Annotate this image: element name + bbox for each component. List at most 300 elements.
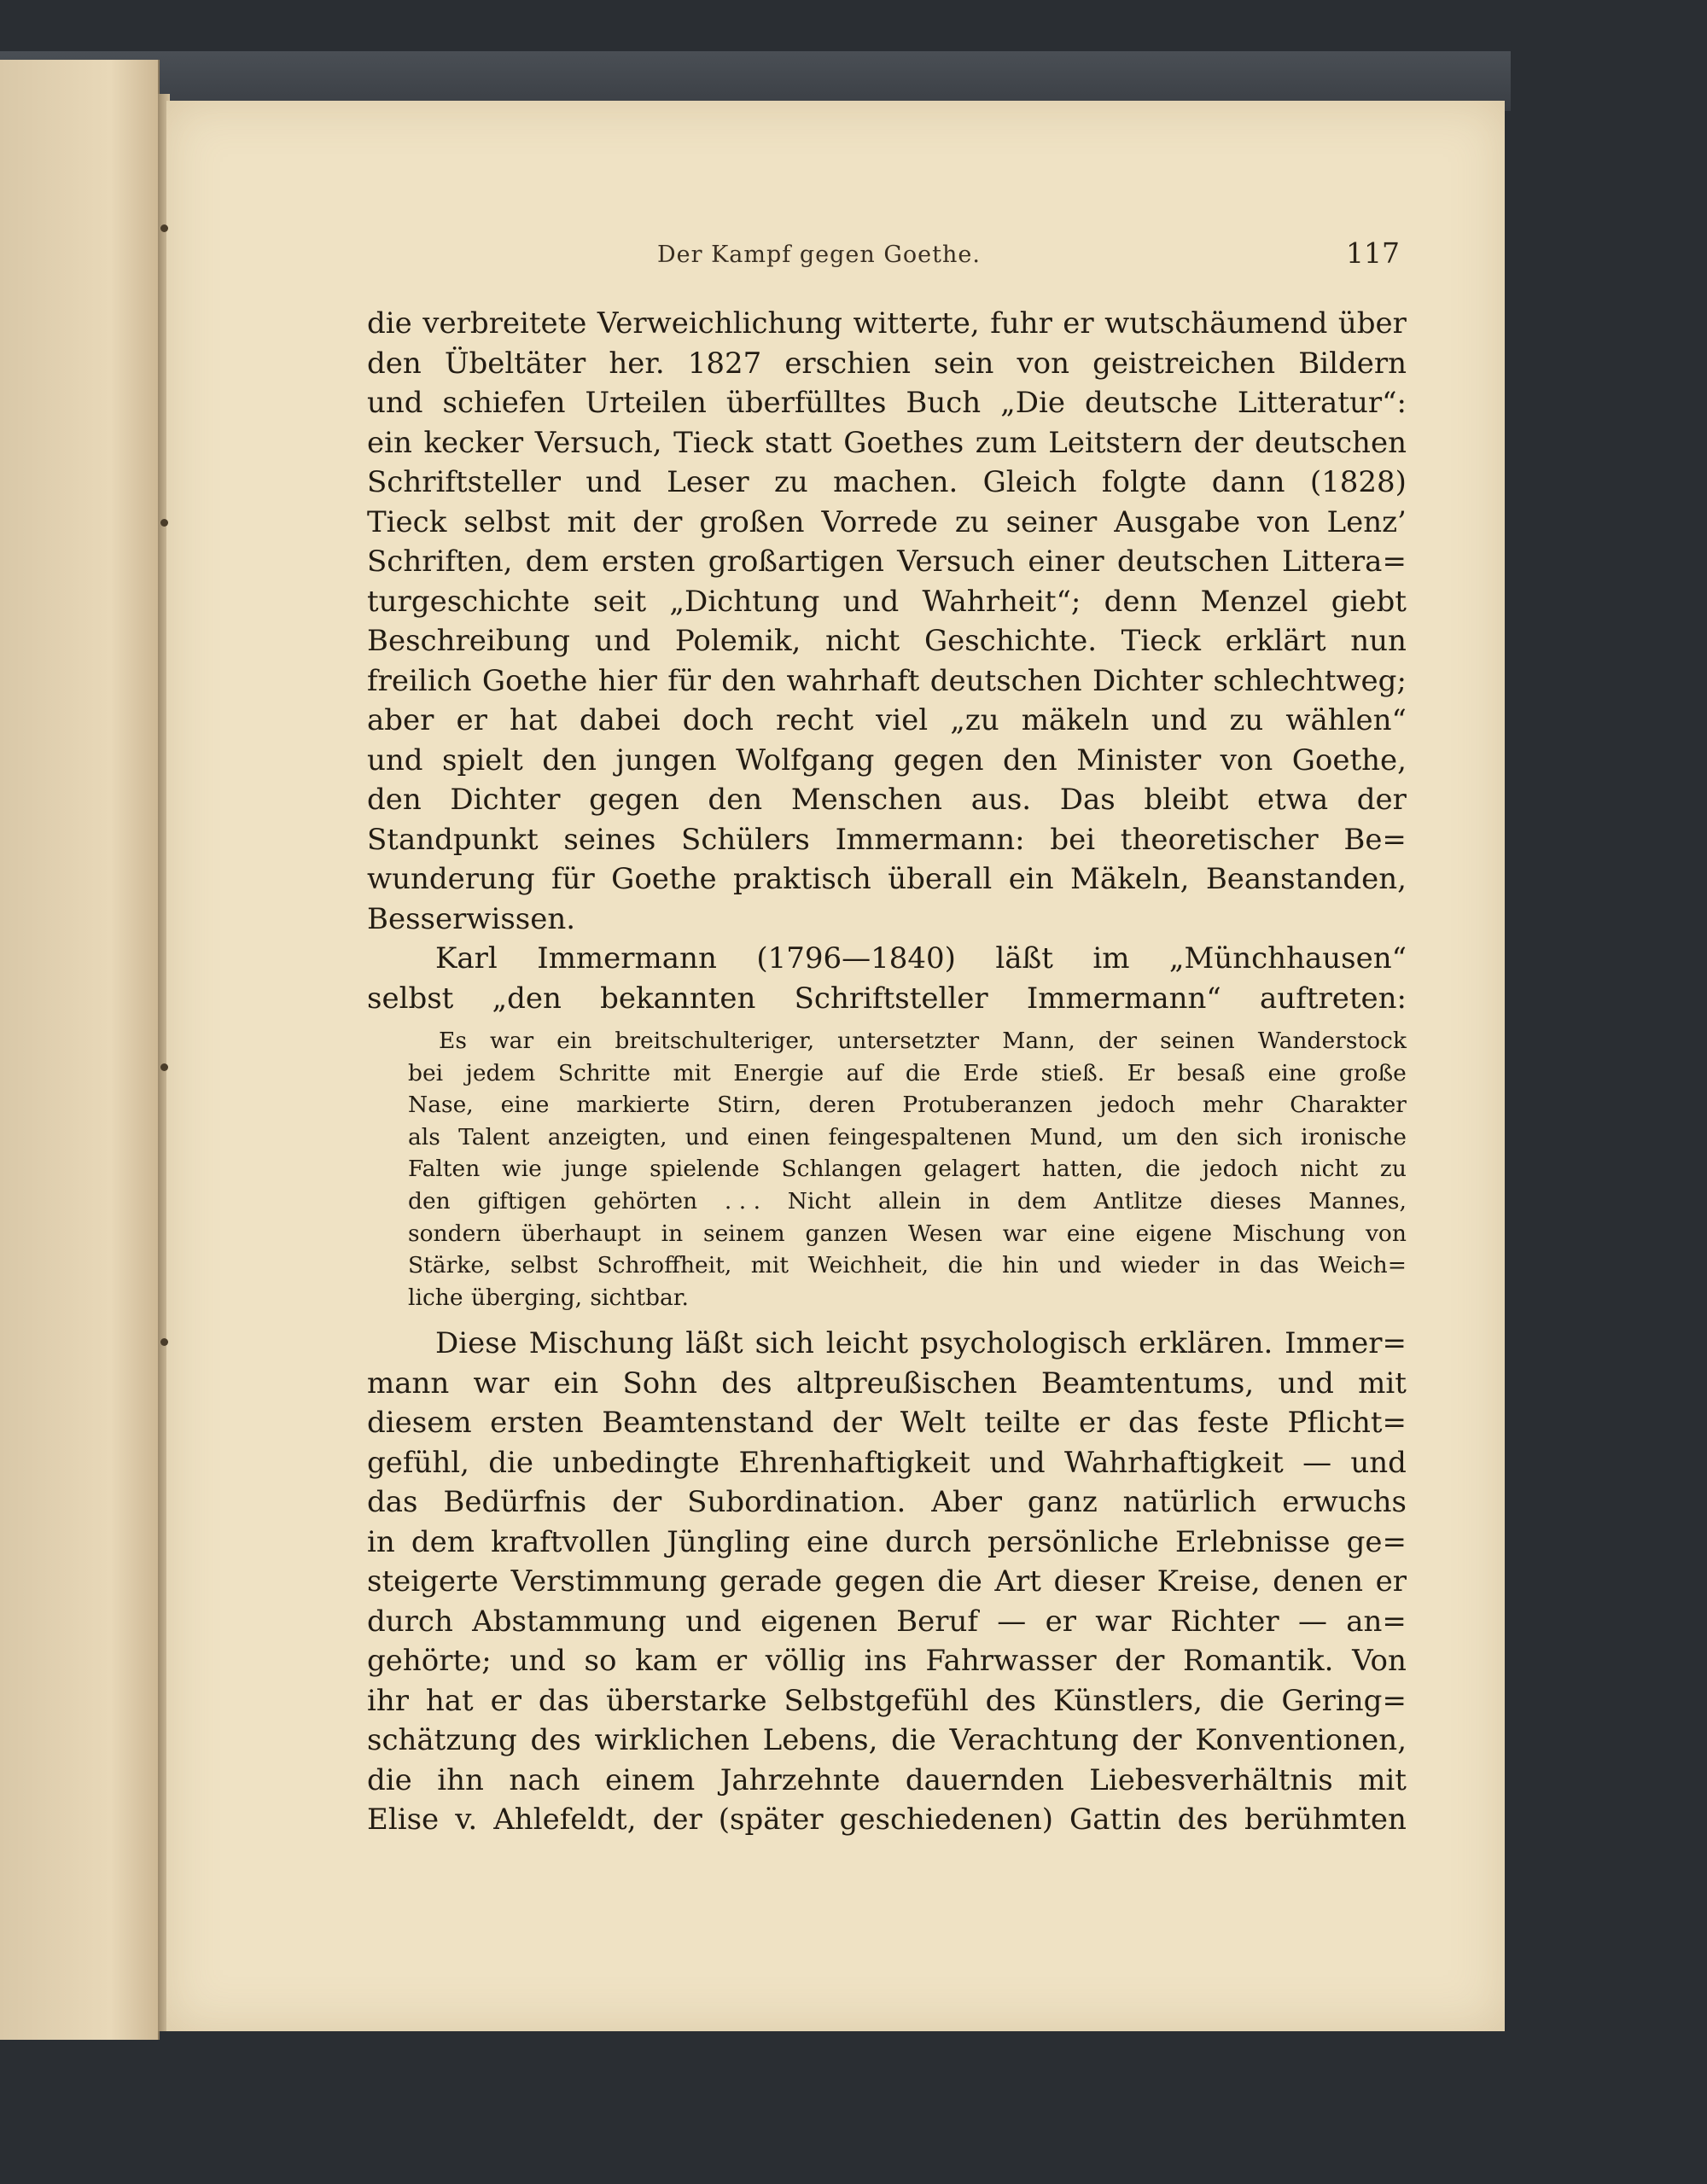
text-line	[367, 423, 1407, 463]
word: sondern	[408, 1220, 502, 1247]
word: denn	[1104, 584, 1178, 619]
word: die	[1219, 1683, 1265, 1718]
word: persönliche	[987, 1524, 1159, 1559]
quote-line	[408, 1057, 1407, 1090]
word: von	[1365, 1220, 1407, 1247]
word: giebt	[1331, 584, 1407, 619]
word: wahrhaft	[786, 663, 920, 698]
word: Verachtung	[949, 1723, 1119, 1758]
word: das	[1127, 1406, 1180, 1441]
text-line	[367, 621, 1407, 661]
word: Mäkeln,	[1070, 862, 1190, 896]
word: Stärke,	[408, 1252, 492, 1279]
word: Menschen	[790, 783, 943, 817]
word: Schlangen	[781, 1156, 902, 1183]
word: der	[832, 1406, 883, 1441]
word: Urteilen	[585, 386, 707, 420]
word: läßt	[995, 941, 1053, 976]
word: besaß	[1177, 1059, 1245, 1086]
word: Von	[1352, 1644, 1407, 1679]
word: stieß.	[1040, 1059, 1105, 1086]
word: er	[1063, 306, 1094, 341]
word: aber	[367, 703, 434, 737]
word: recht	[776, 703, 854, 737]
word: dieses	[1209, 1187, 1282, 1214]
word: Jüngling	[667, 1524, 790, 1559]
text-line	[367, 1761, 1407, 1801]
word: Goethe	[611, 862, 717, 896]
word: nun	[1350, 624, 1407, 658]
text-line	[367, 1403, 1407, 1443]
word: Bedürfnis	[443, 1485, 587, 1520]
word: kam	[635, 1644, 698, 1679]
word: Leitstern	[1048, 425, 1182, 460]
word: und	[594, 624, 651, 658]
word: viel	[876, 703, 929, 737]
word: mit	[750, 1252, 789, 1279]
word: er	[456, 703, 487, 737]
text-line	[367, 1523, 1407, 1563]
word: er	[715, 1644, 748, 1679]
word: spielt	[442, 743, 523, 778]
word: eigenen	[760, 1604, 877, 1639]
word: folgte	[1101, 465, 1187, 499]
word: praktisch	[733, 862, 871, 896]
word: teilte	[984, 1406, 1061, 1441]
word: breitschulteriger,	[615, 1028, 815, 1054]
word: war	[1002, 1220, 1046, 1247]
word: Stirn,	[717, 1092, 782, 1119]
word: die	[367, 306, 412, 341]
text-line	[367, 741, 1407, 781]
word: Ausgabe	[1114, 504, 1241, 539]
word: schlechtweg;	[1213, 663, 1407, 698]
word: Schroffheit,	[597, 1252, 732, 1279]
word: jedem	[465, 1059, 536, 1086]
word: auf	[846, 1059, 883, 1086]
word: seines	[563, 822, 656, 857]
word: und	[1151, 703, 1208, 737]
word: überstarke	[606, 1683, 767, 1718]
word: das	[367, 1485, 418, 1520]
word: fuhr	[990, 306, 1052, 341]
word: Standpunkt	[367, 822, 539, 857]
text-line	[367, 463, 1407, 503]
word: des	[985, 1683, 1036, 1718]
word: deutschen	[1116, 545, 1269, 579]
word: geistreichen	[1092, 346, 1276, 381]
word: ihr	[367, 1683, 410, 1718]
word: Beanstanden,	[1205, 862, 1407, 896]
word: durch	[367, 1604, 453, 1639]
word: gegen	[834, 1564, 925, 1599]
word: als	[408, 1123, 440, 1150]
binding-mark	[160, 1063, 168, 1071]
word: Mischung	[1232, 1220, 1346, 1247]
binding-mark	[160, 519, 168, 527]
word: selbst	[510, 1252, 578, 1279]
word: dieser	[1053, 1564, 1145, 1599]
word: Dichter	[1092, 663, 1203, 698]
word: und	[510, 1644, 566, 1679]
word: einen	[747, 1123, 811, 1150]
word: Immermann:	[835, 822, 1025, 857]
word: mann	[367, 1366, 450, 1401]
word: den	[408, 1187, 451, 1214]
word: Romantik.	[1183, 1644, 1334, 1679]
word: deutschen	[1255, 425, 1407, 460]
word: Kreise,	[1156, 1564, 1261, 1599]
word: die	[891, 1723, 936, 1758]
word: dem	[525, 545, 589, 579]
text-line	[367, 582, 1407, 622]
word: sein	[934, 346, 994, 381]
word: Gleich	[982, 465, 1077, 499]
left-page-edge	[0, 60, 160, 2040]
word: Nase,	[408, 1092, 474, 1119]
word: unbedingte	[552, 1445, 720, 1480]
word: Übeltäter	[444, 346, 586, 381]
text-line	[367, 1602, 1407, 1642]
word: Verstimmung	[510, 1564, 708, 1599]
word: ins	[864, 1644, 907, 1679]
word: auftreten:	[1260, 981, 1407, 1016]
word: Beschreibung	[367, 624, 571, 658]
word: schätzung	[367, 1723, 517, 1758]
word: er	[1045, 1604, 1076, 1639]
quote-line	[408, 1249, 1407, 1282]
word: v.	[455, 1803, 478, 1837]
word: Er	[1127, 1059, 1155, 1086]
quote-line	[408, 1089, 1407, 1121]
text-line	[367, 344, 1407, 384]
word: Wolfgang	[736, 743, 875, 778]
word: Liebesverhältnis	[1089, 1762, 1333, 1797]
word: zu	[773, 465, 808, 499]
word: im	[1092, 941, 1130, 976]
word: die	[367, 1762, 412, 1797]
word: kecker	[423, 425, 524, 460]
page-number: 117	[1346, 236, 1400, 270]
word: Mannes,	[1308, 1187, 1407, 1214]
word: wirklichen	[594, 1723, 749, 1758]
word: Es	[439, 1028, 467, 1054]
word: der	[1132, 1723, 1182, 1758]
word: er	[1375, 1564, 1407, 1599]
quote-line	[408, 1153, 1407, 1185]
word: und	[685, 1604, 742, 1639]
word: Erde	[963, 1059, 1019, 1086]
word: Lenz’	[1326, 504, 1407, 539]
word: den	[367, 346, 422, 381]
word: statt	[765, 425, 832, 460]
quote-line	[408, 1025, 1407, 1057]
word: steigerte	[367, 1564, 499, 1599]
word: Weich=	[1318, 1252, 1407, 1279]
word: er	[1079, 1406, 1110, 1441]
word: Versuch,	[534, 425, 662, 460]
word: großen	[699, 504, 805, 539]
word: Schriftsteller	[367, 465, 561, 499]
word: Das	[1059, 783, 1116, 817]
word: (1828)	[1309, 465, 1407, 499]
word: für	[551, 862, 595, 896]
text-line	[367, 780, 1407, 820]
word: Karl	[435, 941, 498, 976]
word: Leser	[667, 465, 749, 499]
word: altpreußischen	[795, 1366, 1017, 1401]
word: deutsche	[1084, 386, 1218, 420]
text-line	[367, 383, 1407, 423]
word: deutschen	[929, 663, 1082, 698]
word: der	[1193, 425, 1244, 460]
word: gehörten	[593, 1187, 698, 1214]
word: hin	[1002, 1252, 1039, 1279]
word: Tieck	[1121, 624, 1201, 658]
word: überhaupt	[521, 1220, 641, 1247]
word: hat	[425, 1683, 474, 1718]
word: Be=	[1343, 822, 1407, 857]
word: der	[1115, 1644, 1165, 1679]
word: ersten	[490, 1406, 584, 1441]
page	[166, 101, 1505, 2031]
word: Menzel	[1200, 584, 1308, 619]
word: „Münchhausen“	[1168, 941, 1407, 976]
word: zum	[975, 425, 1037, 460]
word: natürlich	[1122, 1485, 1257, 1520]
word: Verweichlichung	[597, 306, 842, 341]
word: Buch	[906, 386, 982, 420]
word: die	[947, 1252, 983, 1279]
word: ironische	[1301, 1123, 1407, 1150]
word: war	[1095, 1604, 1151, 1639]
word: Charakter	[1290, 1092, 1407, 1119]
word: erklärt	[1225, 624, 1326, 658]
word: bekannten	[600, 981, 756, 1016]
word: bleibt	[1144, 783, 1229, 817]
word: diesem	[367, 1406, 472, 1441]
word: erschien	[784, 346, 911, 381]
quote-line	[408, 1282, 1407, 1314]
word: überall	[888, 862, 993, 896]
word: jedoch	[1099, 1092, 1175, 1119]
word: Lebens,	[762, 1723, 878, 1758]
word: feingespaltenen	[828, 1123, 1012, 1150]
word: war	[473, 1366, 530, 1401]
word: an=	[1346, 1604, 1407, 1639]
word: ein	[553, 1366, 599, 1401]
paragraph-3	[367, 1324, 1407, 1840]
word: gehörte;	[367, 1644, 492, 1679]
word: wählen“	[1285, 703, 1407, 737]
word: seinen	[1160, 1028, 1235, 1054]
word: —	[997, 1604, 1027, 1639]
word: einem	[604, 1762, 696, 1797]
word: Ahlefeldt,	[493, 1803, 637, 1837]
text-line	[367, 661, 1407, 702]
word: Wanderstock	[1257, 1028, 1407, 1054]
word: dem	[411, 1524, 475, 1559]
word: ein	[367, 425, 412, 460]
text-line	[367, 1364, 1407, 1404]
word: Goethe,	[1291, 743, 1407, 778]
word: doch	[682, 703, 754, 737]
word: und	[842, 584, 900, 619]
word: (1796—1840)	[756, 941, 956, 976]
word: Immermann	[537, 941, 717, 976]
word: schiefen	[442, 386, 566, 420]
word: liche	[408, 1284, 463, 1311]
word: Weichheit,	[807, 1252, 929, 1279]
word: Tieck	[673, 425, 754, 460]
word: junge	[563, 1156, 628, 1183]
word: erklären.	[1139, 1326, 1273, 1361]
word: hatten,	[1041, 1156, 1124, 1183]
word: ge=	[1346, 1524, 1407, 1559]
text-line	[367, 939, 1407, 979]
word: Künstlers,	[1052, 1683, 1203, 1718]
word: geschiedenen)	[839, 1803, 1053, 1837]
word: theoretischer	[1120, 822, 1319, 857]
word: zu	[1229, 703, 1264, 737]
word: läßt	[685, 1326, 743, 1361]
word: aus.	[970, 783, 1032, 817]
word: Antlitze	[1093, 1187, 1183, 1214]
word: den	[1002, 743, 1057, 778]
word: Mund,	[1029, 1123, 1104, 1150]
word: nicht	[1300, 1156, 1359, 1183]
word: Beamtenstand	[602, 1406, 814, 1441]
word: in	[661, 1220, 684, 1247]
text-line	[367, 820, 1407, 860]
word: kraftvollen	[491, 1524, 650, 1559]
word: die	[488, 1445, 534, 1480]
word: Vorrede	[821, 504, 938, 539]
word: die	[1145, 1156, 1180, 1183]
word: durch	[885, 1524, 971, 1559]
word: den	[1175, 1123, 1219, 1150]
word: große	[1338, 1059, 1407, 1086]
word: seit	[593, 584, 647, 619]
word: selbst	[463, 504, 551, 539]
word: er	[490, 1683, 521, 1718]
word: Jahrzehnte	[720, 1762, 881, 1797]
text-line	[367, 979, 1407, 1019]
word: Richter	[1170, 1604, 1279, 1639]
word: sichtbar.	[590, 1284, 689, 1311]
word: Diese	[435, 1326, 517, 1361]
text-line	[367, 900, 1407, 940]
word: Energie	[733, 1059, 824, 1086]
word: machen.	[833, 465, 958, 499]
word: Beamtentums,	[1040, 1366, 1255, 1401]
word: der	[632, 504, 683, 539]
word: mehr	[1202, 1092, 1263, 1119]
word: eigene	[1135, 1220, 1213, 1247]
word: Minister	[1076, 743, 1202, 778]
text-line	[367, 1641, 1407, 1681]
word: bei	[408, 1059, 444, 1086]
word: Schriften,	[367, 545, 513, 579]
word: den	[721, 663, 777, 698]
word: überging,	[470, 1284, 583, 1311]
word: hat	[509, 703, 557, 737]
quote-line	[408, 1185, 1407, 1218]
word: Ehrenhaftigkeit	[738, 1445, 970, 1480]
word: einer	[1028, 545, 1104, 579]
word: von	[1257, 504, 1310, 539]
block-quote	[367, 1025, 1407, 1313]
word: dann	[1211, 465, 1285, 499]
word: Fahrwasser	[925, 1644, 1097, 1679]
word: Immermann“	[1026, 981, 1221, 1016]
word: nicht	[824, 624, 900, 658]
word: über	[1337, 306, 1407, 341]
text-line	[367, 701, 1407, 741]
word: Tieck	[367, 504, 447, 539]
word: Konventionen,	[1195, 1723, 1407, 1758]
text-line	[367, 1324, 1407, 1364]
word: wunderung	[367, 862, 535, 896]
quote-line	[408, 1121, 1407, 1154]
word: Selbstgefühl	[784, 1683, 969, 1718]
word: Goethes	[843, 425, 964, 460]
word: ganz	[1027, 1485, 1098, 1520]
word: witterte,	[853, 306, 980, 341]
text-line	[367, 542, 1407, 582]
word: großartigen	[708, 545, 884, 579]
word: seiner	[1005, 504, 1098, 539]
text-line	[367, 503, 1407, 543]
word: die	[937, 1564, 982, 1599]
word: „Die	[1000, 386, 1065, 420]
word: und	[586, 465, 642, 499]
word: und	[367, 743, 423, 778]
word: deren	[808, 1092, 876, 1119]
word: jungen	[615, 743, 717, 778]
word: jedoch	[1202, 1156, 1279, 1183]
word: Mann,	[1002, 1028, 1075, 1054]
word: verbreitete	[422, 306, 587, 341]
word: ein	[1008, 862, 1054, 896]
word: die	[905, 1059, 941, 1086]
word: war	[489, 1028, 534, 1054]
word: in	[367, 1524, 395, 1559]
word: des	[530, 1723, 581, 1758]
word: her.	[609, 346, 665, 381]
word: Bildern	[1298, 346, 1407, 381]
word: giftigen	[477, 1187, 567, 1214]
word: Talent	[458, 1123, 530, 1150]
word: Protuberanzen	[902, 1092, 1073, 1119]
word: Geschichte.	[923, 624, 1098, 658]
word: ihn	[437, 1762, 484, 1797]
word: mit	[1358, 1366, 1407, 1401]
word: feste	[1197, 1406, 1269, 1441]
word: „zu	[950, 703, 999, 737]
word: eine	[1066, 1220, 1116, 1247]
word: so	[584, 1644, 617, 1679]
body-text	[367, 304, 1407, 1840]
word: Polemik,	[674, 624, 801, 658]
word: Schülers	[681, 822, 810, 857]
word: wie	[501, 1156, 542, 1183]
word: ersten	[602, 545, 696, 579]
word: völlig	[765, 1644, 846, 1679]
word: gegen	[893, 743, 984, 778]
word: das	[538, 1683, 590, 1718]
word: leicht	[825, 1326, 909, 1361]
